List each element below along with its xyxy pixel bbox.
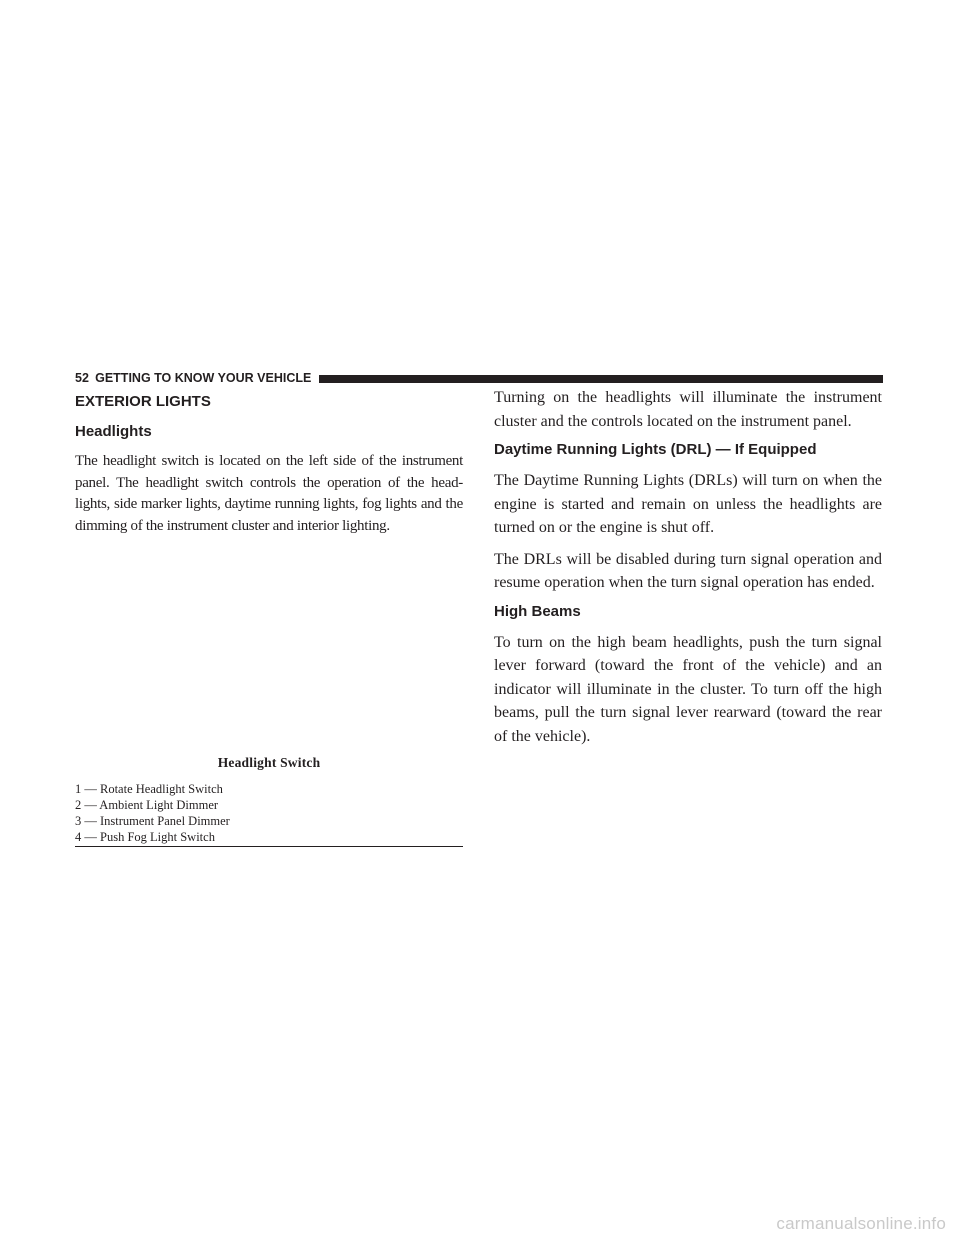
drl-paragraph-2: The DRLs will be disabled during turn signal operation and resume operation when the turn signal operation has ended. xyxy=(494,550,882,591)
left-column xyxy=(75,393,463,537)
drl-heading: Daytime Running Lights (DRL) — If Equipped xyxy=(494,441,817,458)
header-rule xyxy=(319,375,883,383)
high-beams-heading: High Beams xyxy=(494,602,581,620)
legend-divider xyxy=(75,846,463,847)
headlights-intro-paragraph: Turning on the headlights will illuminate the instrument cluster and the controls located on the instrument panel. xyxy=(494,389,882,430)
legend-item: 2 — Ambient Light Dimmer xyxy=(75,798,219,812)
headlights-paragraph: The headlight switch is located on the left side of the instrument panel. The headlight switch controls the operation of the head-lights, side marker lights, daytime running lights, fog lights and the dimming of the instrument cluster and interior lighting. xyxy=(75,453,463,534)
section-title: GETTING TO KNOW YOUR VEHICLE xyxy=(95,371,312,385)
exterior-lights-heading: EXTERIOR LIGHTS xyxy=(75,393,211,410)
figure-legend xyxy=(75,781,463,845)
legend-item: 4 — Push Fog Light Switch xyxy=(75,830,215,844)
high-beams-paragraph: To turn on the high beam headlights, push the turn signal lever forward (toward the front of the vehicle) and an indicator will illuminate in the cluster. To turn off the high beams, pull the turn signal lever rearward (toward the rear of the vehicle). xyxy=(494,633,882,745)
headlights-heading: Headlights xyxy=(75,423,152,440)
figure-caption: Headlight Switch xyxy=(217,755,321,770)
right-column xyxy=(494,386,882,756)
watermark: carmanualsonline.info xyxy=(776,1214,946,1233)
page-number: 52 xyxy=(75,371,90,385)
page-header xyxy=(75,370,883,386)
legend-item: 1 — Rotate Headlight Switch xyxy=(75,782,223,796)
headlight-switch-figure xyxy=(75,530,463,742)
drl-paragraph-1: The Daytime Running Lights (DRLs) will turn on when the engine is started and remain on unless the headlights are turned on or the engine is shut off. xyxy=(494,472,882,536)
legend-item: 3 — Instrument Panel Dimmer xyxy=(75,814,230,828)
